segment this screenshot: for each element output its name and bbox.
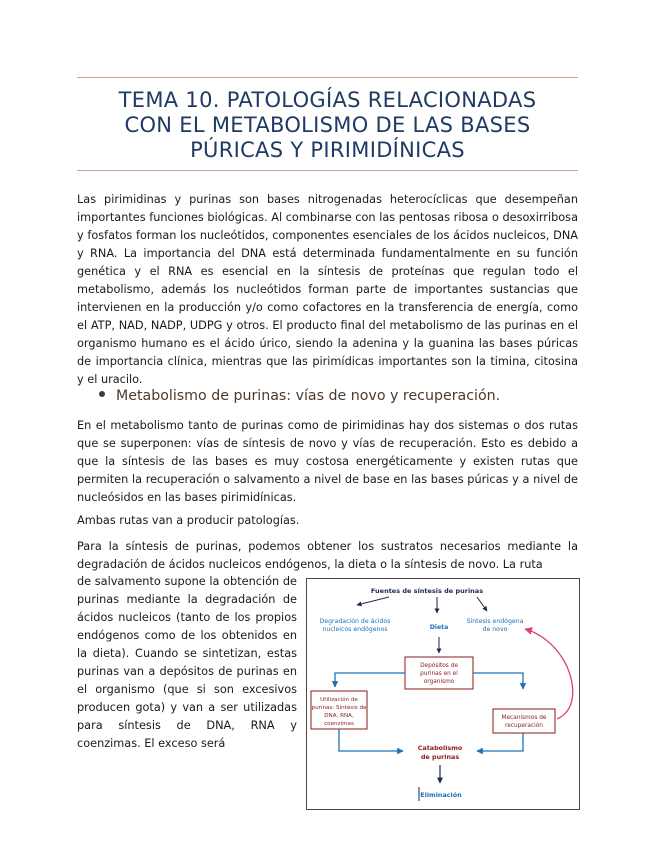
purine-metabolism-diagram	[306, 578, 580, 810]
title-top-rule	[77, 77, 578, 78]
deposits-line-3: organismo	[423, 679, 455, 685]
deposits-line-2: purinas en el	[420, 671, 458, 677]
title-line-1: TEMA 10. PATOLOGÍAS RELACIONADAS	[118, 88, 537, 112]
deposits-line-1: Depósitos de	[420, 663, 458, 669]
catabolism-line-1: Catabolismo	[417, 744, 463, 752]
title-line-3: PÚRICAS Y PIRIMIDÍNICAS	[190, 138, 465, 162]
arrow-deposits-to-use	[335, 673, 405, 687]
source-degradation-line-1: Degradación de ácidos	[319, 618, 391, 625]
paragraph-synthesis: Para la síntesis de purinas, podemos obtener los sustratos necesarios mediante la degradación de ácidos nucleicos endógenos, la dieta o la síntesis de novo. La ruta	[77, 540, 578, 571]
diagram-top-label: Fuentes de síntesis de purinas	[370, 587, 484, 595]
recovery-to-denovo-arrow	[525, 629, 573, 719]
arrow-to-degradation	[357, 597, 389, 605]
title-line-2: CON EL METABOLISMO DE LAS BASES	[124, 113, 531, 137]
recovery-line-1: Mecanismos de	[501, 715, 547, 721]
recovery-box	[493, 709, 555, 733]
arrow-recovery-to-catabolism	[477, 733, 523, 751]
catabolism-line-2: de purinas	[420, 753, 460, 761]
intro-paragraph: Las pirimidinas y purinas son bases nitrogenadas heterocíclicas que desempeñan importantes funciones biológicas. Al combinarse con las pentosas ribosa o desoxirribosa y fosfatos forman los nucleótidos, componentes esenciales de los ácidos nucleicos, DNA y RNA. La importancia del DNA está determinada fundamentalmente en su función genética y el RNA es esencial en la síntesis de proteínas que regulan todo el metabolismo, además los nucleótidos forman parte de importantes sustancias que intervienen en la producción y/o como cofactores en la transferencia de energía, como el ATP, NAD, NADP, UDPG y otros. El producto final del metabolismo de las purinas en el organismo humano es el ácido úrico, siendo la adenina y la guanina las bases púricas de importancia clínica, mientras que las pirimídicas importantes son la timina, citosina y el uracilo.	[77, 193, 578, 386]
arrow-use-to-catabolism	[339, 729, 403, 751]
source-diet: Dieta	[429, 624, 449, 631]
arrow-deposits-to-recovery	[473, 673, 523, 689]
paragraph-pathologies: Ambas rutas van a producir patologías.	[77, 514, 300, 527]
title-bottom-rule	[77, 170, 578, 171]
diagram-canvas	[307, 579, 579, 809]
elimination-label: Eliminación	[420, 791, 462, 799]
paragraph-salvage: de salvamento supone la obtención de purinas mediante la degradación de ácidos nucleicos (tanto de los propios endógenos como de los obtenidos en la dieta). Cuando se sintetizan, estas purinas van a depósitos de purinas en el organismo (que si son excesivos producen gota) y van a ser utilizadas para síntesis de DNA, RNA y coenzimas. El exceso será	[77, 575, 297, 750]
page-title	[77, 88, 578, 163]
source-denovo-line-1: Síntesis endógena	[466, 618, 524, 625]
recovery-line-2: recuperación	[505, 723, 543, 729]
source-denovo-line-2: de novo	[482, 626, 508, 633]
section-heading	[99, 386, 579, 406]
source-degradation-line-2: nucleicos endógenos	[322, 626, 388, 633]
use-line-2: purinas: Síntesis de	[311, 705, 367, 711]
use-line-4: coenzimas	[324, 721, 354, 727]
use-line-3: DNA, RNA,	[324, 713, 354, 719]
paragraph-routes: En el metabolismo tanto de purinas como de pirimidinas hay dos sistemas o dos rutas que se superponen: vías de síntesis de novo y vías de recuperación. Esto es debido a que la síntesis de las bases es muy costosa energéticamente y existen rutas que permiten la recuperación o salvamento a nivel de base en las bases púricas y a nivel de nucleósidos en las bases pirimidínicas.	[77, 419, 578, 504]
arrow-to-denovo	[477, 597, 487, 611]
bullet-icon	[99, 391, 105, 397]
section-heading-text: Metabolismo de purinas: vías de novo y recuperación.	[116, 388, 501, 404]
use-line-1: Utilización de	[320, 697, 358, 703]
